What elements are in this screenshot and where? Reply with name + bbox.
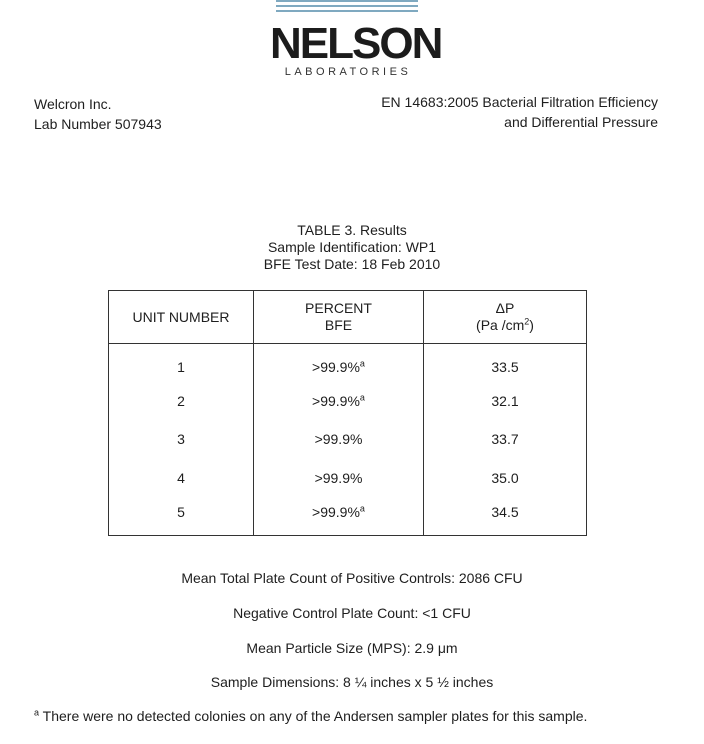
test-title-block (381, 92, 658, 132)
footnote-text: There were no detected colonies on any of the Andersen sampler plates for this sample. (39, 708, 588, 724)
particle-size-line: Mean Particle Size (MPS): 2.9 μm (246, 640, 458, 656)
logo-stripes (276, 0, 418, 15)
client-block (34, 94, 162, 134)
header-delta-p: ΔP (Pa $/cm^2$) (424, 291, 587, 344)
delta-p-cell: 33.7 (424, 420, 587, 458)
sample-dimensions-line: Sample Dimensions: 8 ¼ inches x 5 ½ inches (210, 674, 494, 690)
lab-number: Lab Number 507943 (34, 116, 162, 132)
delta-p-cell: 32.1 (424, 382, 587, 420)
delta-p-cell: 35.0 (424, 459, 587, 497)
test-date: BFE Test Date: 18 Feb 2010 (263, 256, 441, 272)
negative-control-line: Negative Control Plate Count: <1 CFU (233, 605, 471, 621)
table-row (109, 382, 587, 420)
footnote-marker: a (34, 707, 40, 718)
results-table (108, 290, 587, 536)
bfe-cell: >99.9%$^a$ (254, 344, 424, 382)
client-name: Welcron Inc. (34, 96, 112, 112)
table-row (109, 344, 587, 382)
bfe-cell: >99.9%$^a$ (254, 382, 424, 420)
unit-number-cell: 3 (109, 420, 254, 458)
bfe-cell: >99.9% (254, 420, 424, 458)
delta-p-cell: 34.5 (424, 497, 587, 535)
positive-controls-line: Mean Total Plate Count of Positive Controls: 2086 CFU (181, 570, 523, 586)
delta-p-cell: 33.5 (424, 344, 587, 382)
footnote (34, 708, 587, 724)
table-row (109, 497, 587, 535)
header-percent-bfe: PERCENT BFE (254, 291, 424, 344)
test-title-line1: EN 14683:2005 Bacterial Filtration Efficiency (381, 94, 658, 110)
logo: NELSON (270, 19, 442, 68)
table-header-row (109, 291, 587, 344)
unit-number-cell: 2 (109, 382, 254, 420)
bfe-cell: >99.9%$^a$ (254, 497, 424, 535)
unit-number-cell: 1 (109, 344, 254, 382)
sample-identification: Sample Identification: WP1 (267, 239, 437, 255)
table-caption (0, 222, 704, 273)
unit-number-cell: 5 (109, 497, 254, 535)
header-unit-number: UNIT NUMBER (109, 291, 254, 344)
test-title-line2: and Differential Pressure (504, 114, 658, 130)
bfe-cell: >99.9% (254, 459, 424, 497)
table-row (109, 420, 587, 458)
table-title: TABLE 3. Results (297, 222, 407, 238)
table-row (109, 459, 587, 497)
logo-subtitle: LABORATORIES (284, 66, 412, 78)
unit-number-cell: 4 (109, 459, 254, 497)
